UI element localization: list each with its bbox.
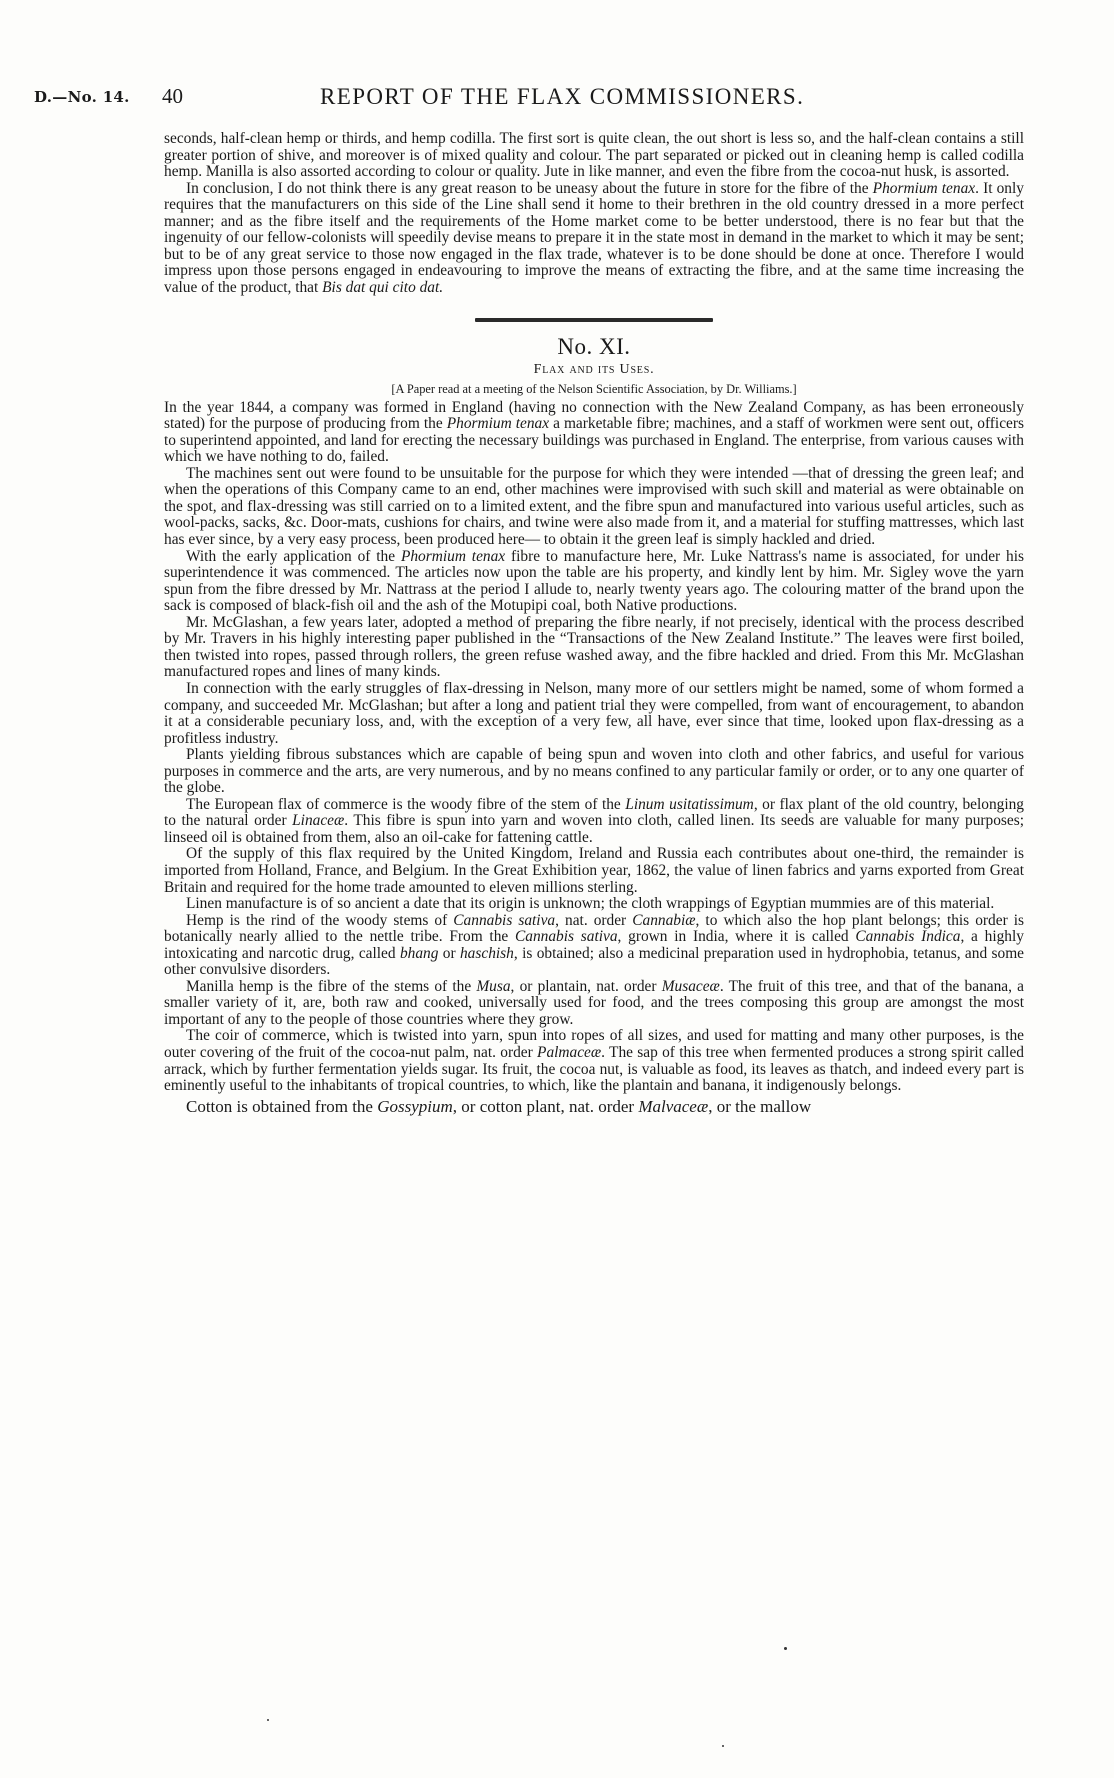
section-number: No. XI. (557, 334, 631, 360)
conclusion-paragraph: In conclusion, I do not think there is any great reason to be uneasy about the future in store for the fibre of the Phormium tenax. It only requires that the manufacturers on this side of the Line shall send it home to their brethren in the old country dressed in a more perfect manner; and as the fibre itself and the requirements of the Home market come to be better understood, there is no fear but that the ingenuity of our fellow-colonists will speedily devise means to prepare it in the state most in demand in the market to which it may be sent; but to be of any great service to those now engaged in the flax trade, whatever is to be done should be done at once. Therefore I would impress upon those persons engaged in endeavouring to improve the means of extracting the fibre, and at the same time increasing the value of the product, that Bis dat qui cito dat. (164, 179, 1024, 296)
section-divider (164, 310, 1024, 327)
section-note: [A Paper read at a meeting of the Nelson Scientific Association, by Dr. Williams.] (391, 382, 797, 397)
body-paragraph: Plants yielding fibrous substances which are capable of being spun and woven into cloth and other fabrics, and useful for various purposes in commerce and the arts, are very numerous, and by no means confined to any particular family or order, or to any one quarter of the globe. (164, 746, 1024, 797)
body-paragraph: Hemp is the rind of the woody stems of Cannabis sativa, nat. order Cannabiæ, to which also the hop plant belongs; this order is botanically nearly allied to the nettle tribe. From the Cannabis sativa, grown in India, where it is called Cannabis Indica, a highly intoxicating and narcotic drug, called bhang or haschish, is obtained; also a medicinal preparation used in hydrophobia, tetanus, and some other convulsive disorders. (164, 911, 1025, 979)
page-number: 40 (162, 84, 183, 108)
text-column (164, 131, 1024, 1116)
speck-mark (722, 1745, 724, 1747)
body-paragraph: Of the supply of this flax required by the United Kingdom, Ireland and Russia each contributes about one-third, the remainder is imported from Holland, France, and Belgium. In the Great Exhibition year, 1862, the value of linen fabrics and yarns exported from Great Britain and required for the home trade amounted to eleven millions sterling. (164, 845, 1024, 896)
divider-rule (475, 318, 713, 322)
continued-paragraph: seconds, half-clean hemp or thirds, and hemp codilla. The first sort is quite clean, the out short is less so, and the half-clean contains a still greater portion of shive, and moreover is of mixed quality and colour. The part separated or picked out in cleaning hemp is called codilla hemp. Manilla is also assorted according to colour or quality. Jute in like manner, and even the fibre from the cocoa-nut husk, is assorted. (164, 130, 1024, 181)
body-paragraph: Mr. McGlashan, a few years later, adopted a method of preparing the fibre nearly, if not precisely, identical with the process described by Mr. Travers in his highly interesting paper published in the “Transactions of the New Zealand Institute.” The leaves were first boiled, then twisted into ropes, passed through rollers, the green refuse washed away, and the fibre hackled and dried. From this Mr. McGlashan manufactured ropes and lines of many kinds. (164, 613, 1024, 681)
body-paragraph: The coir of commerce, which is twisted into yarn, spun into ropes of all sizes, and used for matting and many other purposes, is the outer covering of the fruit of the cocoa-nut palm, nat. order Palmaceæ. The sap of this tree when fermented produces a strong spirit called arrack, which by further fermentation yields sugar. Its fruit, the cocoa nut, is valuable as food, its leaves as thatch, and indeed every part is eminently useful to the inhabitants of tropical countries, to which, like the plantain and banana, it indigenously belongs. (164, 1027, 1024, 1095)
running-title: REPORT OF THE FLAX COMMISSIONERS. (320, 84, 805, 109)
body-paragraph: The machines sent out were found to be unsuitable for the purpose for which they were intended —that of dressing the green leaf; and when the operations of this Company came to an end, other machines were improvised with such skill and material as were obtainable on the spot, and flax-dressing was still carried on to a limited extent, and the fibre spun and manufactured into various useful articles, such as wool-packs, sacks, &c. Door-mats, cushions for chairs, and twine were also made from it, and a material for stuffing mattresses, which last has ever since, by a very easy process, been produced here— to obtain it the green leaf is simply hackled and dried. (164, 464, 1024, 549)
page-header (34, 84, 1064, 114)
body-paragraph: Linen manufacture is of so ancient a date that its origin is unknown; the cloth wrappings of Egyptian mummies are of this material. (186, 895, 995, 913)
speck-mark (267, 1719, 269, 1721)
document-reference: D.—No. 14. (34, 88, 130, 106)
speck-mark (784, 1647, 787, 1650)
section-title: Flax and its Uses. (533, 361, 655, 377)
body-paragraph: Manilla hemp is the fibre of the stems of the Musa, or plantain, nat. order Musaceæ. The fruit of this tree, and that of the banana, a smaller variety of it, are, both raw and cooked, universally used for food, and the trees composing this group are amongst the most important of any to the people of those countries where they grow. (164, 977, 1025, 1028)
body-paragraph: With the early application of the Phormium tenax fibre to manufacture here, Mr. Luke Nattrass's name is associated, for under his superintendence it was commenced. The articles now upon the table are his property, and kindly lent by him. Mr. Sigley wove the yarn spun from the fibre dressed by Mr. Nattrass at the period I allude to, nearly twenty years ago. The colouring matter of the brand upon the sack is composed of black-fish oil and the ash of the Motupipi coal, both Native productions. (164, 547, 1024, 615)
body-paragraph: In the year 1844, a company was formed in England (having no connection with the New Zealand Company, as has been erroneously stated) for the purpose of producing from the Phormium tenax a marketable fibre; machines, and a staff of workmen were sent out, officers to superintend appointed, and land for erecting the necessary buildings was purchased in England. The enterprise, from various causes with which we have nothing to do, failed. (164, 398, 1024, 466)
body-paragraph: The European flax of commerce is the woody fibre of the stem of the Linum usitatissimum, or flax plant of the old country, belonging to the natural order Linaceæ. This fibre is spun into yarn and woven into cloth, called linen. Its seeds are valuable for many purposes; linseed oil is obtained from them, also an oil-cake for fattening cattle. (164, 795, 1025, 846)
body-paragraph: Cotton is obtained from the Gossypium, or cotton plant, nat. order Malvaceæ, or the mallow (186, 1096, 812, 1116)
body-paragraph: In connection with the early struggles of flax-dressing in Nelson, many more of our settlers might be named, some of whom formed a company, and succeeded Mr. McGlashan; but after a long and patient trial they were compelled, from want of encouragement, to abandon it at a considerable pecuniary loss, and, with the exception of a very few, all have, ever since that time, looked upon flax-dressing as a profitless industry. (164, 679, 1024, 747)
